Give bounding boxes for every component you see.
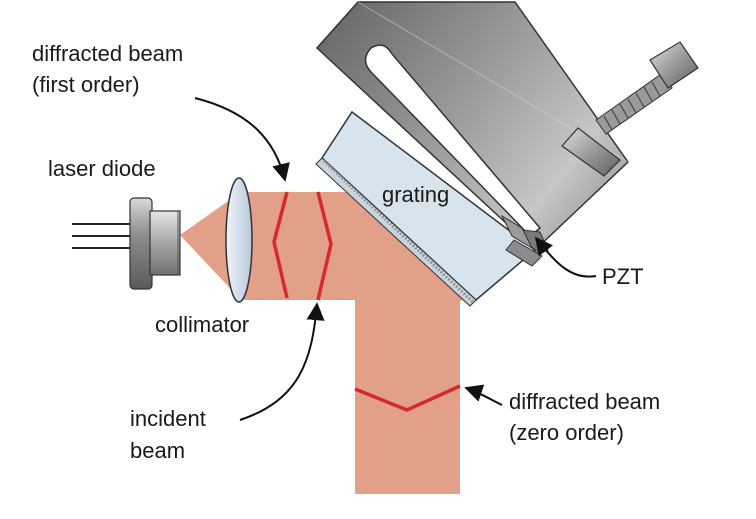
label-incident-2: beam [130,438,186,463]
label-first-order-1: diffracted beam [32,41,184,66]
label-pzt: PZT [602,264,644,289]
laser-diode [72,198,180,289]
label-grating: grating [382,182,450,207]
arrow-incident-beam [240,304,317,420]
arrow-first-order [195,98,285,180]
label-zero-order-1: diffracted beam [509,389,661,414]
label-first-order-2: (first order) [32,72,140,97]
label-zero-order-2: (zero order) [509,420,624,445]
screw-thread [596,72,672,134]
collimator-lens [226,178,252,302]
label-collimator: collimator [155,312,250,337]
label-incident-1: incident [130,406,206,431]
label-laser-diode: laser diode [48,156,156,181]
arrow-zero-order [466,388,502,405]
